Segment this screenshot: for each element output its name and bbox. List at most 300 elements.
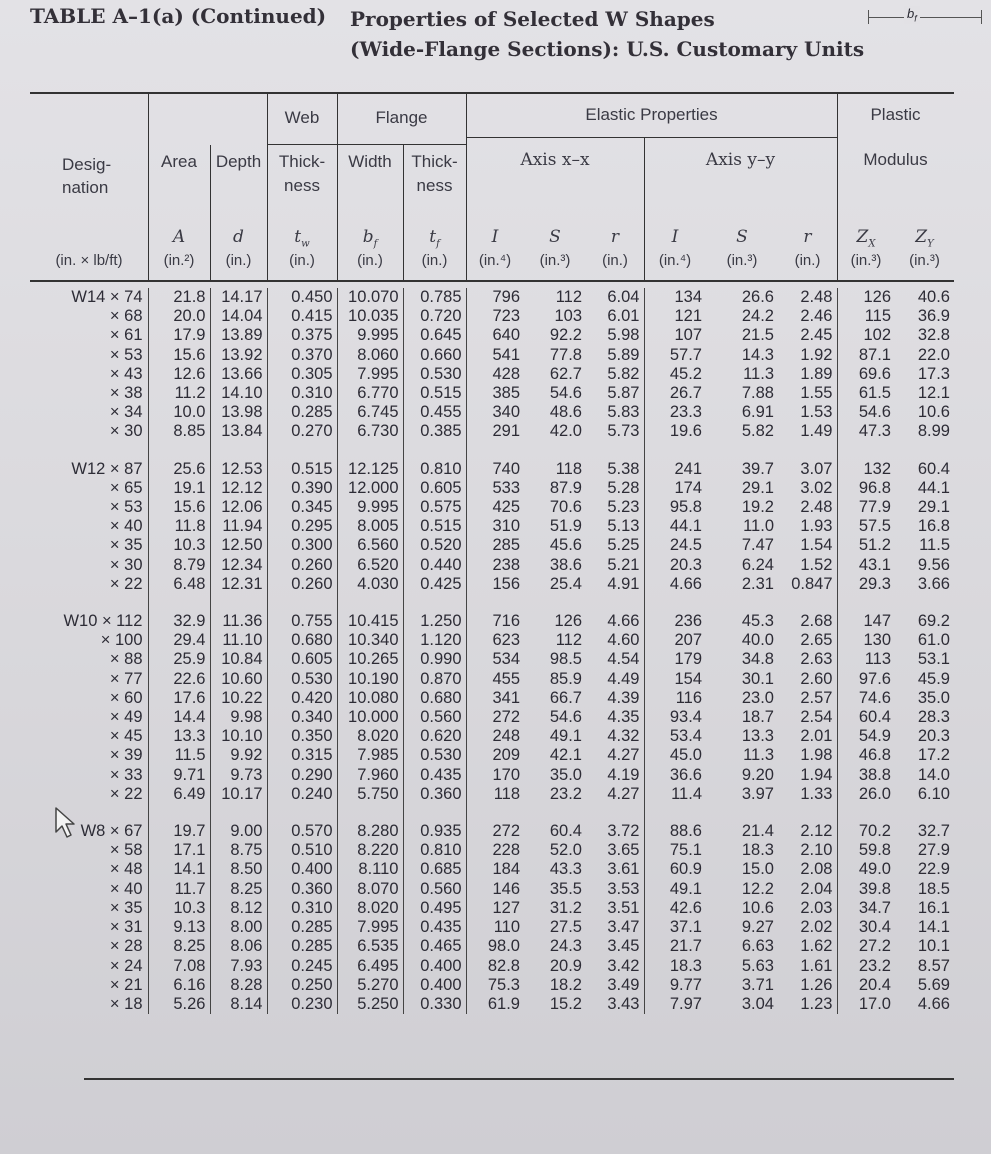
value-cell: 14.0 (917, 765, 950, 784)
value-cell: 1.55 (778, 384, 837, 403)
header-depth: Depth (215, 152, 262, 171)
value-cell: 6.04 (586, 288, 644, 307)
value-cell: 11.5 (919, 536, 950, 555)
value-cell: 310 (492, 517, 520, 536)
value-cell: 13.98 (210, 403, 267, 422)
value-cell: 8.00 (210, 918, 267, 937)
value-cell: 1.52 (778, 556, 837, 575)
value-cell: 20.3 (917, 727, 950, 746)
value-cell: 0.390 (267, 479, 337, 498)
header-web: Web (284, 108, 320, 127)
value-cell: 12.000 (337, 479, 403, 498)
group-spacer (40, 594, 954, 612)
value-cell: 93.4 (669, 708, 702, 727)
value-cell: 10.415 (337, 612, 403, 631)
value-cell: 425 (492, 498, 520, 517)
value-cell: 8.005 (337, 517, 403, 536)
value-cell: 52.0 (549, 841, 582, 860)
value-cell: 17.1 (148, 841, 210, 860)
value-cell: 12.53 (210, 460, 267, 479)
symbol-Iy: I (671, 227, 679, 247)
value-cell: 75.3 (487, 975, 520, 994)
value-cell: 0.370 (267, 346, 337, 365)
value-cell: 26.6 (741, 288, 774, 306)
value-cell: 15.0 (741, 860, 774, 879)
value-cell: 796 (492, 288, 520, 306)
designation-cell: × 30 (40, 422, 148, 441)
value-cell: 118 (493, 784, 520, 803)
table-row (40, 575, 954, 594)
value-cell: 3.71 (741, 975, 774, 994)
value-cell: 15.6 (148, 346, 210, 365)
value-cell: 3.47 (586, 918, 644, 937)
value-cell: 26.0 (858, 784, 891, 803)
designation-cell: × 60 (40, 689, 148, 708)
value-cell: 15.2 (549, 994, 582, 1013)
value-cell: 10.080 (337, 689, 403, 708)
unit-Zy: (in.³) (909, 252, 940, 269)
value-cell: 126 (554, 612, 582, 631)
value-cell: 8.85 (148, 422, 210, 441)
value-cell: 62.7 (549, 364, 582, 383)
value-cell: 60.9 (669, 860, 702, 879)
value-cell: 107 (674, 326, 702, 345)
value-cell: 209 (492, 746, 520, 765)
value-cell: 3.51 (586, 899, 644, 918)
designation-cell: × 22 (40, 785, 148, 804)
value-cell: 17.9 (148, 326, 210, 345)
header-elastic-properties: Elastic Properties (585, 105, 718, 124)
value-cell: 207 (674, 631, 702, 650)
value-cell: 11.3 (743, 364, 774, 383)
designation-cell: × 49 (40, 708, 148, 727)
value-cell: 272 (492, 708, 520, 727)
value-cell: 1.33 (778, 785, 837, 804)
value-cell: 36.6 (669, 765, 702, 784)
value-cell: 20.9 (549, 956, 582, 975)
header-flange-width: Width (348, 152, 392, 171)
table-row (40, 727, 954, 746)
value-cell: 10.0 (148, 403, 210, 422)
value-cell: 4.32 (586, 727, 644, 746)
value-cell: 11.2 (148, 384, 210, 403)
value-cell: 85.9 (549, 669, 582, 688)
table-row (40, 689, 954, 708)
designation-cell: W8 × 67 (40, 822, 148, 841)
value-cell: 4.19 (586, 766, 644, 785)
value-cell: 8.99 (917, 422, 950, 441)
value-cell: 5.63 (741, 956, 774, 975)
value-cell: 12.6 (148, 365, 210, 384)
value-cell: 10.84 (210, 650, 267, 669)
designation-cell: W10 × 112 (40, 612, 148, 631)
value-cell: 0.350 (267, 727, 337, 746)
value-cell: 21.5 (741, 326, 774, 345)
value-cell: 60.4 (858, 708, 891, 727)
value-cell: 147 (863, 612, 891, 631)
value-cell: 0.645 (403, 326, 466, 345)
header-axis-y: Axis y–y (705, 150, 776, 170)
value-cell: 154 (674, 669, 702, 688)
header-flange-thickness-2: ness (416, 176, 453, 195)
header-plastic: Plastic (870, 105, 921, 124)
value-cell: 6.48 (148, 575, 210, 594)
value-cell: 2.02 (778, 918, 837, 937)
table-row (40, 650, 954, 669)
value-cell: 34.7 (858, 898, 891, 917)
value-cell: 27.9 (917, 841, 950, 860)
value-cell: 1.26 (778, 976, 837, 995)
value-cell: 534 (492, 650, 520, 669)
value-cell: 88.6 (669, 822, 702, 841)
value-cell: 10.6 (917, 403, 950, 422)
value-cell: 35.5 (549, 879, 582, 898)
value-cell: 291 (492, 422, 520, 441)
value-cell: 3.61 (586, 860, 644, 879)
symbol-tw: $t_w$ (294, 227, 310, 250)
header-bottom-rule (30, 280, 954, 282)
value-cell: 13.66 (210, 365, 267, 384)
value-cell: 16.8 (917, 517, 950, 536)
value-cell: 0.680 (403, 689, 466, 708)
unit-Sy: (in.³) (726, 252, 758, 269)
value-cell: 0.495 (403, 899, 466, 918)
value-cell: 10.340 (337, 631, 403, 650)
value-cell: 87.1 (858, 345, 891, 364)
value-cell: 0.435 (403, 918, 466, 937)
value-cell: 7.985 (337, 746, 403, 765)
value-cell: 74.6 (858, 688, 891, 707)
value-cell: 8.25 (210, 880, 267, 899)
value-cell: 4.27 (586, 785, 644, 804)
value-cell: 45.6 (549, 536, 582, 555)
table-row (40, 346, 954, 365)
designation-cell: W12 × 87 (40, 460, 148, 479)
value-cell: 2.48 (778, 288, 837, 307)
value-cell: 6.520 (337, 556, 403, 575)
value-cell: 69.2 (917, 612, 950, 631)
value-cell: 0.230 (267, 995, 337, 1014)
table-row (40, 880, 954, 899)
value-cell: 97.6 (858, 669, 891, 688)
value-cell: 103 (554, 307, 582, 326)
value-cell: 2.31 (741, 574, 774, 593)
value-cell: 14.3 (741, 345, 774, 364)
value-cell: 5.270 (337, 976, 403, 995)
designation-cell: × 53 (40, 346, 148, 365)
table-row (40, 957, 954, 976)
table-row (40, 937, 954, 956)
group-spacer (40, 804, 954, 822)
value-cell: 2.60 (778, 670, 837, 689)
value-cell: 11.10 (210, 631, 267, 650)
value-cell: 8.50 (210, 860, 267, 879)
designation-cell: × 33 (40, 766, 148, 785)
value-cell: 9.27 (741, 918, 774, 937)
value-cell: 3.53 (586, 880, 644, 899)
value-cell: 24.3 (549, 937, 582, 956)
value-cell: 0.315 (267, 746, 337, 765)
value-cell: 19.1 (148, 479, 210, 498)
value-cell: 17.3 (917, 364, 950, 383)
designation-cell: × 22 (40, 575, 148, 594)
value-cell: 1.54 (778, 536, 837, 555)
value-cell: 54.6 (858, 403, 891, 422)
value-cell: 2.48 (778, 498, 837, 517)
value-cell: 4.54 (586, 650, 644, 669)
value-cell: 8.070 (337, 880, 403, 899)
value-cell: 39.8 (858, 879, 891, 898)
symbol-d: d (233, 227, 244, 247)
value-cell: 60.4 (549, 822, 582, 841)
value-cell: 0.530 (403, 746, 466, 765)
value-cell: 25.4 (549, 574, 582, 593)
value-cell: 285 (492, 536, 520, 555)
value-cell: 10.190 (337, 670, 403, 689)
value-cell: 0.250 (267, 976, 337, 995)
value-cell: 9.56 (917, 555, 950, 574)
value-cell: 47.3 (858, 422, 891, 441)
value-cell: 12.1 (917, 384, 950, 403)
value-cell: 0.435 (403, 766, 466, 785)
value-cell: 21.4 (741, 822, 774, 841)
value-cell: 4.030 (337, 575, 403, 594)
value-cell: 18.3 (741, 841, 774, 860)
value-cell: 82.8 (487, 956, 520, 975)
value-cell: 723 (492, 307, 520, 326)
designation-cell: × 30 (40, 556, 148, 575)
value-cell: 8.75 (210, 841, 267, 860)
value-cell: 1.53 (778, 403, 837, 422)
symbol-Zy: $Z_Y$ (915, 227, 934, 250)
value-cell: 10.17 (210, 785, 267, 804)
value-cell: 2.03 (778, 899, 837, 918)
value-cell: 0.680 (267, 631, 337, 650)
value-cell: 0.415 (267, 307, 337, 326)
value-cell: 7.97 (669, 994, 702, 1013)
designation-cell: × 100 (40, 631, 148, 650)
value-cell: 126 (863, 288, 891, 306)
value-cell: 0.295 (267, 517, 337, 536)
header-area: Area (161, 152, 197, 171)
value-cell: 184 (492, 860, 520, 879)
value-cell: 9.13 (148, 918, 210, 937)
table-row (40, 995, 954, 1014)
value-cell: 3.65 (586, 841, 644, 860)
table-number: TABLE A–1(a) (Continued) (30, 4, 327, 28)
value-cell: 130 (863, 631, 891, 650)
value-cell: 4.66 (669, 574, 702, 593)
unit-designation: (in. × lb/ft) (55, 252, 123, 269)
value-cell: 9.995 (337, 498, 403, 517)
value-cell: 170 (492, 765, 520, 784)
value-cell: 40.0 (741, 631, 774, 650)
designation-cell: × 65 (40, 479, 148, 498)
value-cell: 2.57 (778, 689, 837, 708)
value-cell: 54.6 (549, 708, 582, 727)
table-row (40, 326, 954, 345)
value-cell: 11.0 (743, 517, 774, 536)
value-cell: 23.0 (741, 688, 774, 707)
value-cell: 10.000 (337, 708, 403, 727)
value-cell: 11.4 (671, 784, 702, 803)
value-cell: 0.685 (403, 860, 466, 879)
value-cell: 11.94 (210, 517, 267, 536)
value-cell: 5.73 (586, 422, 644, 441)
value-cell: 10.035 (337, 307, 403, 326)
value-cell: 32.9 (148, 612, 210, 631)
table-row (40, 708, 954, 727)
value-cell: 5.250 (337, 995, 403, 1014)
value-cell: 116 (675, 688, 702, 707)
value-cell: 0.575 (403, 498, 466, 517)
value-cell: 0.340 (267, 708, 337, 727)
unit-ry: (in.) (794, 252, 821, 269)
unit-Sx: (in.³) (539, 252, 571, 269)
value-cell: 716 (492, 612, 520, 631)
value-cell: 385 (492, 384, 520, 403)
value-cell: 0.520 (403, 536, 466, 555)
value-cell: 0.400 (403, 957, 466, 976)
value-cell: 66.7 (549, 688, 582, 707)
table-row (40, 365, 954, 384)
value-cell: 25.9 (148, 650, 210, 669)
value-cell: 48.6 (549, 403, 582, 422)
designation-cell: × 45 (40, 727, 148, 746)
value-cell: 5.23 (586, 498, 644, 517)
value-cell: 127 (492, 898, 520, 917)
table-row (40, 899, 954, 918)
table-caption (350, 4, 864, 64)
value-cell: 0.660 (403, 346, 466, 365)
value-cell: 51.9 (549, 517, 582, 536)
value-cell: 740 (492, 459, 520, 478)
designation-cell: × 35 (40, 536, 148, 555)
value-cell: 5.87 (586, 384, 644, 403)
value-cell: 13.3 (741, 727, 774, 746)
value-cell: 21.7 (669, 937, 702, 956)
value-cell: 102 (863, 326, 891, 345)
value-cell: 623 (492, 631, 520, 650)
value-cell: 95.8 (669, 498, 702, 517)
value-cell: 8.79 (148, 556, 210, 575)
designation-cell: × 34 (40, 403, 148, 422)
value-cell: 42.1 (549, 746, 582, 765)
value-cell: 121 (674, 307, 702, 326)
dimension-label: $b_f$ (904, 6, 920, 24)
value-cell: 0.620 (403, 727, 466, 746)
value-cell: 0.290 (267, 766, 337, 785)
unit-Ix: (in.⁴) (478, 252, 512, 269)
table-bottom-rule (84, 1078, 954, 1080)
value-cell: 9.77 (669, 975, 702, 994)
value-cell: 455 (492, 669, 520, 688)
value-cell: 10.6 (741, 898, 774, 917)
value-cell: 69.6 (858, 364, 891, 383)
header-axis-x: Axis x–x (520, 150, 590, 170)
value-cell: 0.755 (267, 612, 337, 631)
value-cell: 11.7 (148, 880, 210, 899)
value-cell: 5.750 (337, 785, 403, 804)
value-cell: 9.98 (210, 708, 267, 727)
group-spacer (40, 442, 954, 460)
value-cell: 5.89 (586, 346, 644, 365)
value-cell: 0.360 (403, 785, 466, 804)
unit-Zx: (in.³) (850, 252, 882, 269)
value-cell: 174 (674, 478, 702, 497)
value-cell: 0.300 (267, 536, 337, 555)
value-cell: 10.60 (210, 670, 267, 689)
designation-cell: × 38 (40, 384, 148, 403)
value-cell: 7.960 (337, 766, 403, 785)
value-cell: 3.42 (586, 957, 644, 976)
value-cell: 6.01 (586, 307, 644, 326)
value-cell: 19.7 (148, 822, 210, 841)
value-cell: 70.6 (549, 498, 582, 517)
value-cell: 640 (492, 326, 520, 345)
value-cell: 0.530 (403, 365, 466, 384)
value-cell: 44.1 (669, 517, 702, 536)
value-cell: 0.360 (267, 880, 337, 899)
value-cell: 1.89 (778, 365, 837, 384)
value-cell: 10.3 (148, 536, 210, 555)
value-cell: 3.49 (586, 976, 644, 995)
value-cell: 2.68 (778, 612, 837, 631)
value-cell: 113 (864, 650, 891, 669)
designation-cell: × 21 (40, 976, 148, 995)
value-cell: 5.25 (586, 536, 644, 555)
value-cell: 31.2 (549, 898, 582, 917)
value-cell: 2.01 (778, 727, 837, 746)
value-cell: 0.285 (267, 403, 337, 422)
value-cell: 110 (493, 918, 520, 937)
table-row (40, 612, 954, 631)
designation-cell: × 31 (40, 918, 148, 937)
value-cell: 7.93 (210, 957, 267, 976)
value-cell: 428 (492, 364, 520, 383)
designation-cell: × 43 (40, 365, 148, 384)
value-cell: 8.25 (148, 937, 210, 956)
value-cell: 241 (674, 459, 702, 478)
value-cell: 37.1 (669, 918, 702, 937)
value-cell: 541 (492, 345, 520, 364)
value-cell: 236 (674, 612, 702, 631)
value-cell: 44.1 (917, 478, 950, 497)
value-cell: 32.8 (917, 326, 950, 345)
value-cell: 533 (492, 478, 520, 497)
value-cell: 132 (863, 459, 891, 478)
value-cell: 9.00 (210, 822, 267, 841)
value-cell: 0.270 (267, 422, 337, 441)
value-cell: 112 (555, 631, 582, 650)
value-cell: 13.92 (210, 346, 267, 365)
caption-line-2: (Wide-Flange Sections): U.S. Customary Units (350, 37, 865, 61)
designation-cell: × 35 (40, 899, 148, 918)
value-cell: 9.995 (337, 326, 403, 345)
value-cell: 0.330 (403, 995, 466, 1014)
value-cell: 5.38 (586, 460, 644, 479)
value-cell: 13.84 (210, 422, 267, 441)
value-cell: 92.2 (549, 326, 582, 345)
value-cell: 6.24 (741, 555, 774, 574)
value-cell: 2.65 (778, 631, 837, 650)
value-cell: 19.2 (741, 498, 774, 517)
symbol-ry: r (803, 227, 812, 247)
value-cell: 0.847 (778, 575, 837, 594)
value-cell: 1.250 (403, 612, 466, 631)
designation-cell: × 48 (40, 860, 148, 879)
value-cell: 18.5 (917, 879, 950, 898)
